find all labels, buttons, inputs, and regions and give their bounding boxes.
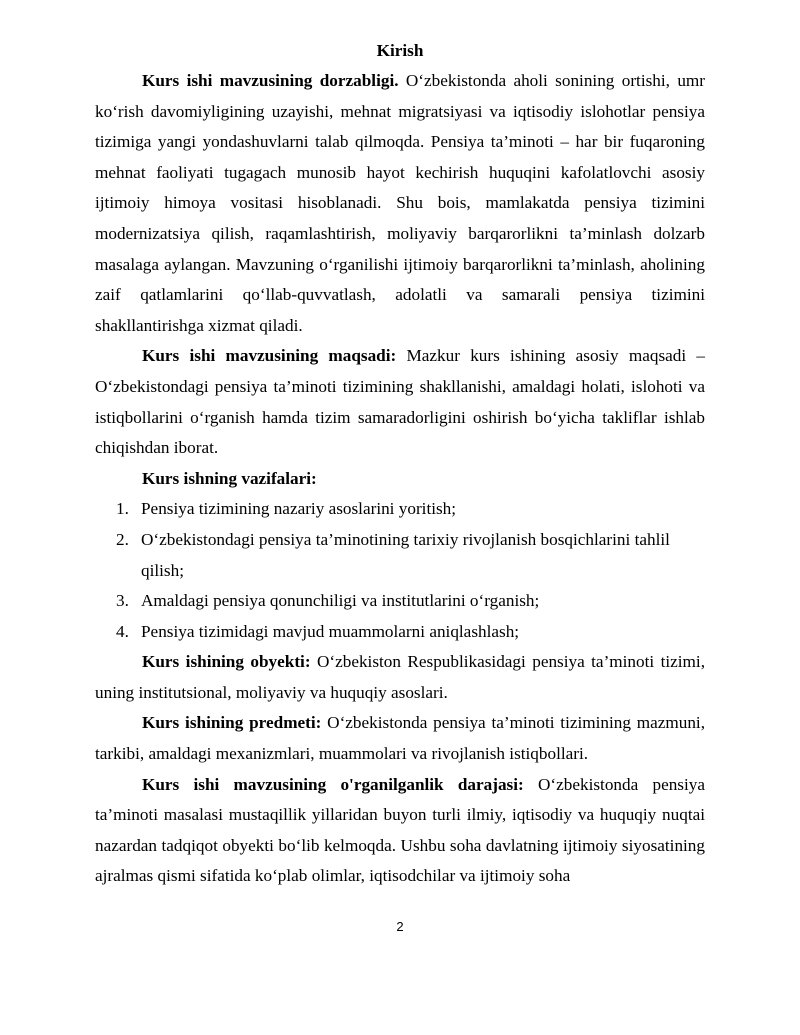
paragraph-goal: [95, 341, 705, 463]
object-label: Kurs ishining obyekti:: [142, 652, 311, 672]
document-page: [95, 36, 705, 892]
paragraph-study-level: [95, 770, 705, 892]
list-item: [95, 586, 705, 617]
goal-label: Kurs ishi mavzusining maqsadi:: [142, 346, 397, 366]
list-item-number: 3.: [116, 591, 129, 611]
goal-text: Mazkur kurs ishining asosiy maqsadi – O‘zbekistondagi pensiya ta’minoti tizimining shakllanishi, amaldagi holati, islohoti va istiqbollarini o‘rganish hamda tizim samaradorligini oshirish bo‘yicha takliflar ishlab chiqishdan iborat.: [95, 346, 706, 458]
list-item-number: 4.: [116, 621, 129, 641]
list-item-number: 1.: [116, 499, 129, 519]
list-item-text: Pensiya tizimidagi mavjud muammolarni aniqlashlash;: [141, 621, 520, 641]
list-item: [95, 494, 705, 525]
list-item-text: Pensiya tizimining nazariy asoslarini yoritish;: [141, 499, 457, 519]
list-item: [95, 617, 705, 648]
tasks-heading: Kurs ishning vazifalari:: [142, 468, 317, 488]
document-title: Kirish: [376, 41, 424, 60]
subject-label: Kurs ishining predmeti:: [142, 713, 322, 733]
tasks-list: [95, 494, 705, 647]
paragraph-subject: [95, 708, 705, 769]
list-item-text: O‘zbekistondagi pensiya ta’minotining tarixiy rivojlanish bosqichlarini tahlil qilish;: [141, 529, 670, 580]
page-number: 2: [396, 919, 404, 934]
subject-text: O‘zbekistonda pensiya ta’minoti tizimining mazmuni, tarkibi, amaldagi mexanizmlari, muammolari va rivojlanish istiqbollari.: [95, 713, 705, 764]
paragraph-object: [95, 647, 705, 708]
list-item: [95, 525, 705, 586]
relevance-label: Kurs ishi mavzusining dorzabligi.: [142, 71, 399, 90]
relevance-text: O‘zbekistonda aholi sonining ortishi, umr ko‘rish davomiyligining uzayishi, mehnat migratsiyasi va iqtisodiy islohotlar pensiya tizimiga yangi yondashuvlarni talab qilmoqda. Pensiya ta’minoti – har bir fuqaroning mehnat faoliyati tugagach munosib hayot kechirish huquqini kafolatlovchi asosiy ijtimoiy himoya vositasi hisoblanadi. Shu bois, mamlakatda pensiya tizimini modernizatsiya qilish, raqamlashtirish, moliyaviy barqarorlikni ta’minlash dolzarb masalaga aylangan. Mavzuning o‘rganilishi ijtimoiy barqarorlikni ta’minlash, aholining zaif qatlamlarini qo‘llab-quvvatlash, adolatli va samarali pensiya tizimini shakllantirishga xizmat qiladi.: [95, 71, 706, 335]
study-level-text: O‘zbekistonda pensiya ta’minoti masalasi mustaqillik yillaridan buyon turli ilmiy, iqtisodiy va huquqiy nuqtai nazardan tadqiqot obyekti bo‘lib kelmoqda. Ushbu soha davlatning ijtimoiy siyosatining ajralmas qismi sifatida ko‘plab olimlar, iqtisodchilar va ijtimoiy soha: [95, 774, 705, 886]
object-text: O‘zbekiston Respublikasidagi pensiya ta’minoti tizimi, uning institutsional, moliyaviy va huquqiy asoslari.: [95, 652, 705, 702]
study-level-label: Kurs ishi mavzusining o'rganilganlik darajasi:: [142, 774, 524, 794]
paragraph-relevance: [95, 66, 705, 341]
list-item-text: Amaldagi pensiya qonunchiligi va institutlarini o‘rganish;: [141, 591, 540, 611]
list-item-number: 2.: [116, 529, 129, 549]
